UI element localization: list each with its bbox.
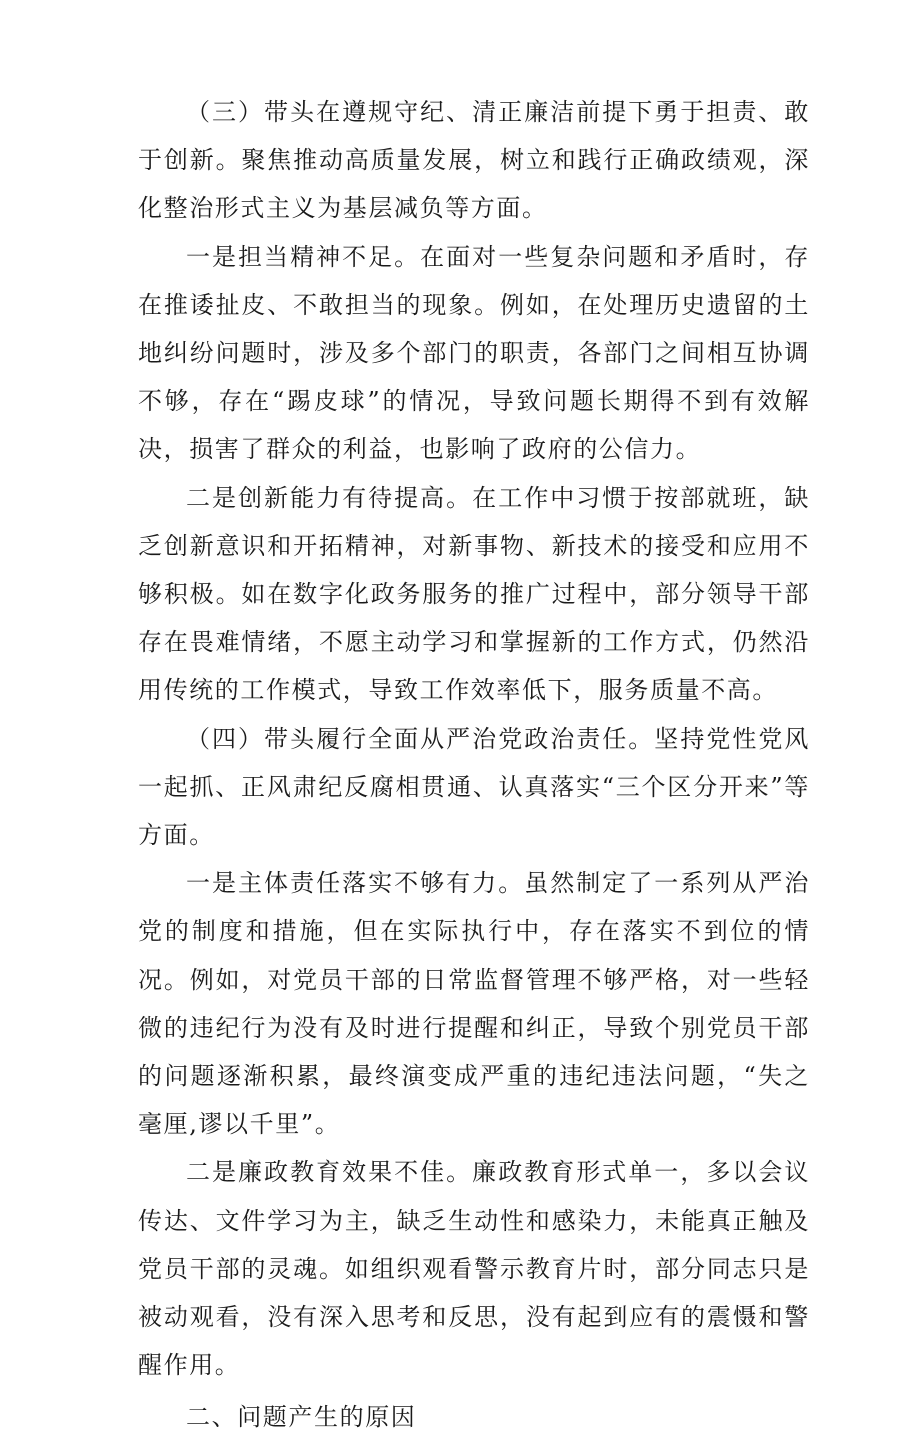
paragraph-innovation-lacking: 二是创新能力有待提高。在工作中习惯于按部就班，缺乏创新意识和开拓精神，对新事物、新技术的接受和应用不够积极。如在数字化政务服务的推广过程中，部分领导干部存在畏难情绪，不愿主动学习和掌握新的工作方式，仍然沿用传统的工作模式，导致工作效率低下，服务质量不高。 [138, 483, 810, 705]
paragraph-section-four-heading: （四）带头履行全面从严治党政治责任。坚持党性党风一起抓、正风肃纪反腐相贯通、认真落实“三个区分开来”等方面。 [138, 724, 810, 850]
document-body [138, 88, 810, 1442]
paragraph-integrity-education: 二是廉政教育效果不佳。廉政教育形式单一，多以会议传达、文件学习为主，缺乏生动性和感染力，未能真正触及党员干部的灵魂。如组织观看警示教育片时，部分同志只是被动观看，没有深入思考和反思，没有起到应有的震慑和警醒作用。 [138, 1158, 810, 1380]
paragraph-responsibility-lacking: 一是担当精神不足。在面对一些复杂问题和矛盾时，存在推诿扯皮、不敢担当的现象。例如，在处理历史遗留的土地纠纷问题时，涉及多个部门的职责，各部门之间相互协调不够，存在“踢皮球”的情况，导致问题长期得不到有效解决，损害了群众的利益，也影响了政府的公信力。 [138, 242, 810, 464]
paragraph-main-responsibility: 一是主体责任落实不够有力。虽然制定了一系列从严治党的制度和措施，但在实际执行中，存在落实不到位的情况。例如，对党员干部的日常监督管理不够严格，对一些轻微的违纪行为没有及时进行提醒和纠正，导致个别党员干部的问题逐渐积累，最终演变成严重的违纪违法问题，“失之毫厘,谬以千里”。 [138, 869, 810, 1139]
paragraph-section-three-heading: （三）带头在遵规守纪、清正廉洁前提下勇于担责、敢于创新。聚焦推动高质量发展，树立和践行正确政绩观，深化整治形式主义为基层减负等方面。 [138, 98, 810, 223]
section-heading-causes: 二、问题产生的原因 [186, 1403, 417, 1432]
